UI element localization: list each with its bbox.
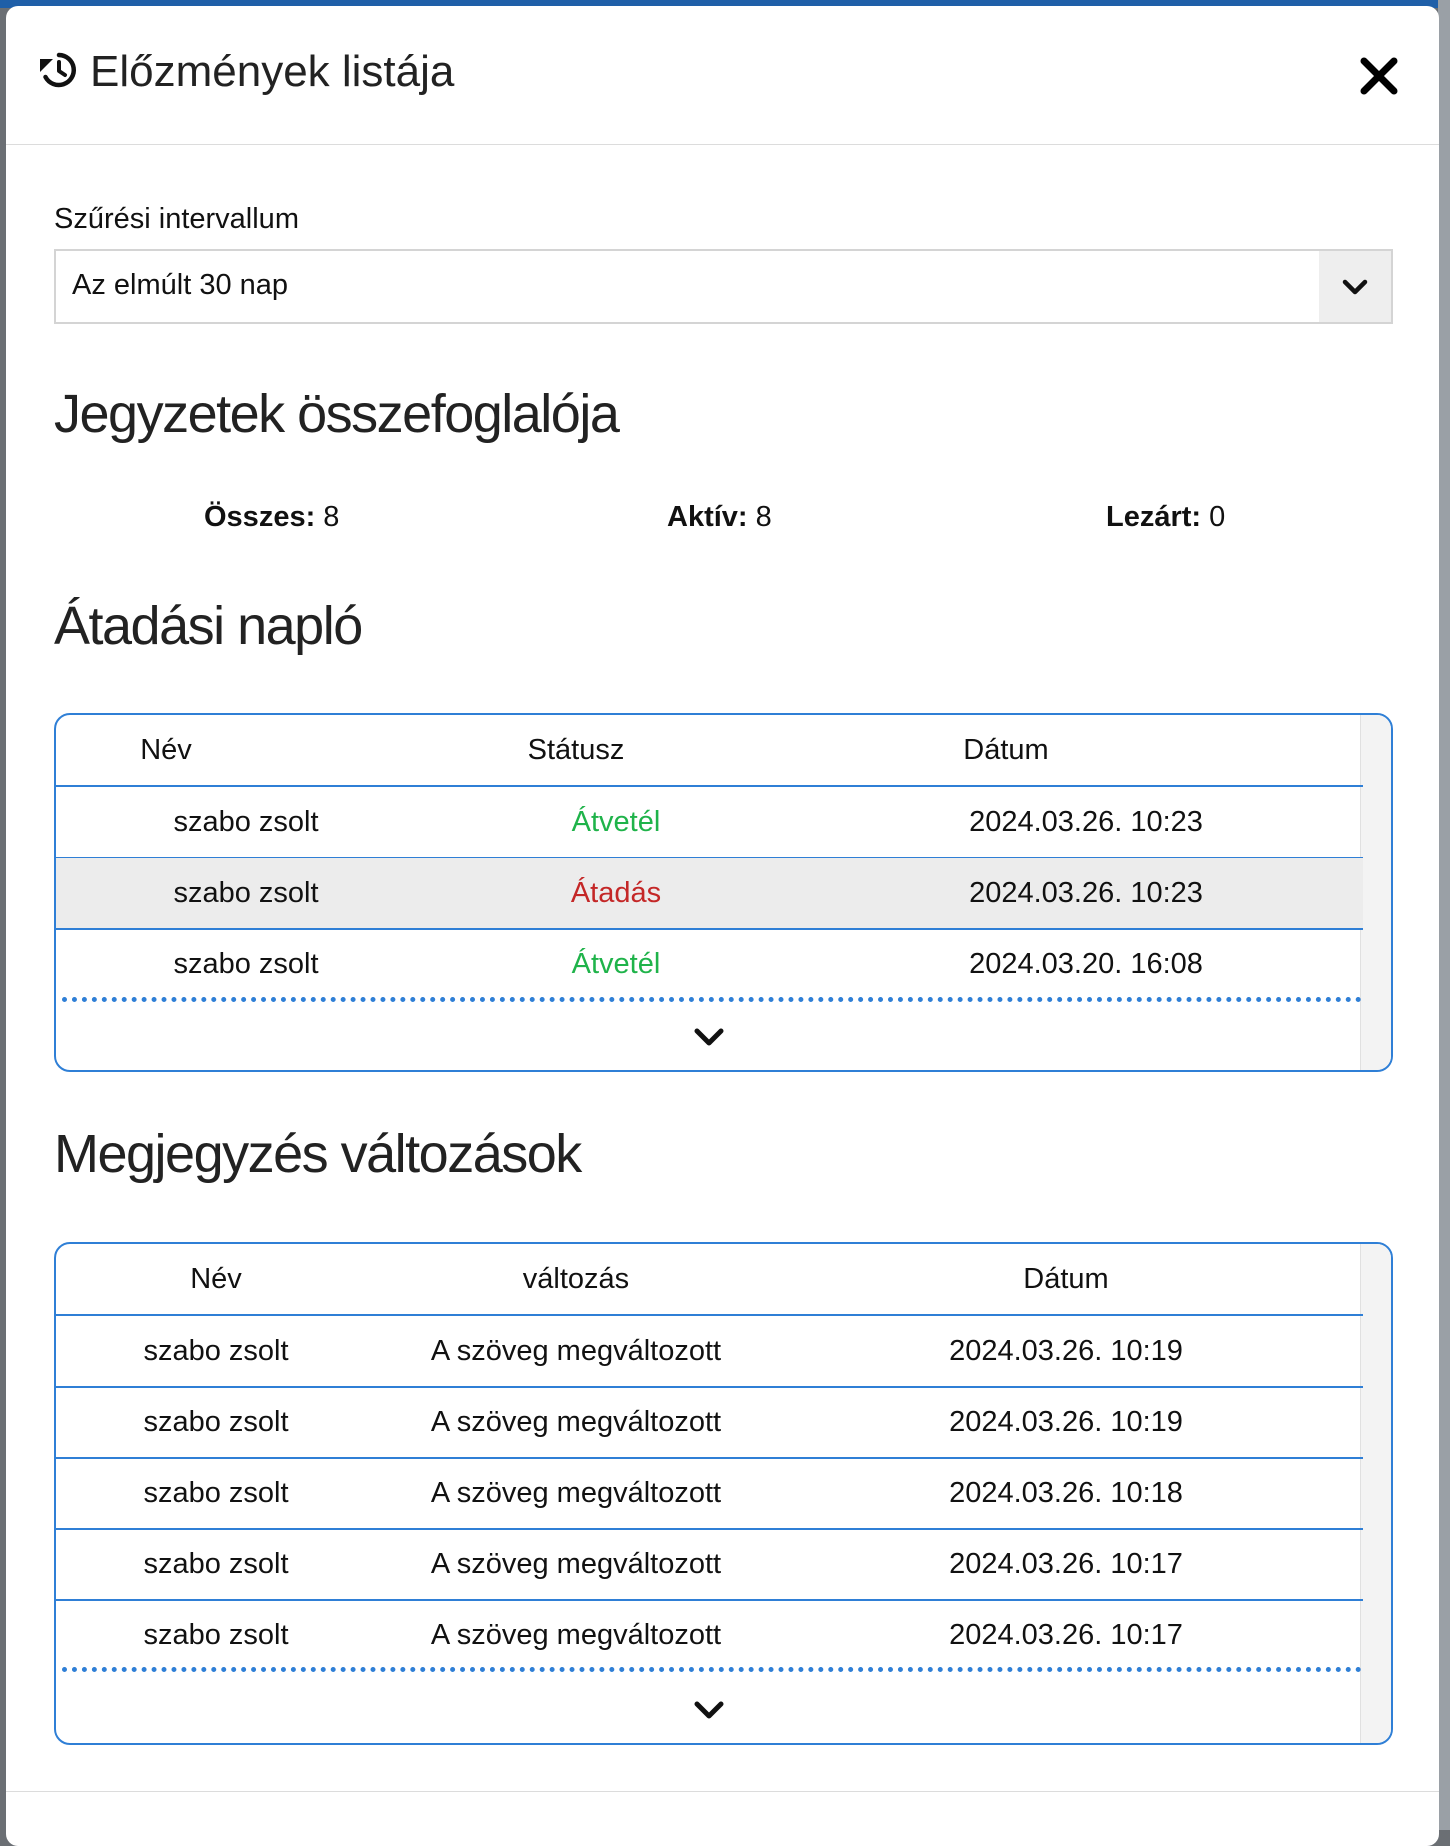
row-date: 2024.03.26. 10:23 — [969, 877, 1203, 909]
table-row[interactable] — [56, 858, 1363, 930]
dotted-divider — [62, 1667, 1362, 1672]
filter-label: Szűrési intervallum — [54, 203, 299, 235]
column-header-change[interactable]: változás — [522, 1263, 630, 1295]
changes-title: Megjegyzés változások — [54, 1124, 581, 1184]
stat-closed — [1106, 501, 1225, 534]
interval-select[interactable] — [54, 249, 1393, 324]
changes-scrollbar[interactable] — [1360, 1244, 1391, 1743]
row-name: szabo zsolt — [143, 1477, 289, 1509]
stat-total-label: Összes: — [204, 501, 316, 533]
handover-title: Átadási napló — [54, 596, 362, 656]
column-header-name[interactable]: Név — [140, 734, 192, 766]
handover-table — [54, 713, 1393, 1072]
row-date: 2024.03.26. 10:19 — [949, 1406, 1183, 1438]
dotted-divider — [62, 997, 1362, 1002]
stat-active — [667, 501, 772, 534]
row-name: szabo zsolt — [143, 1619, 289, 1651]
chevron-down-icon[interactable] — [692, 1699, 726, 1721]
table-row[interactable] — [56, 1458, 1363, 1530]
column-header-status[interactable]: Státusz — [527, 734, 625, 766]
table-row[interactable] — [56, 1529, 1363, 1601]
row-change: A szöveg megváltozott — [430, 1335, 722, 1367]
row-date: 2024.03.20. 16:08 — [969, 948, 1203, 980]
table-row[interactable] — [56, 929, 1363, 999]
column-header-name[interactable]: Név — [190, 1263, 242, 1295]
column-header-date[interactable]: Dátum — [1023, 1263, 1109, 1295]
select-arrow-button[interactable] — [1319, 251, 1391, 322]
history-icon — [39, 50, 79, 90]
chevron-down-icon — [1341, 278, 1369, 296]
modal-title: Előzmények listája — [90, 47, 455, 96]
summary-title: Jegyzetek összefoglalója — [54, 384, 619, 444]
row-name: szabo zsolt — [143, 1335, 289, 1367]
stat-total — [204, 501, 339, 534]
stat-active-label: Aktív: — [667, 501, 748, 533]
row-change: A szöveg megváltozott — [430, 1548, 722, 1580]
table-header-row — [56, 715, 1363, 787]
row-name: szabo zsolt — [173, 877, 319, 909]
column-header-date[interactable]: Dátum — [963, 734, 1049, 766]
row-date: 2024.03.26. 10:23 — [969, 806, 1203, 838]
interval-select-value: Az elmúlt 30 nap — [72, 269, 289, 301]
stat-closed-value: 0 — [1209, 501, 1226, 533]
changes-table — [54, 1242, 1393, 1745]
row-status: Átvetél — [571, 948, 661, 980]
row-name: szabo zsolt — [173, 948, 319, 980]
row-name: szabo zsolt — [173, 806, 319, 838]
row-date: 2024.03.26. 10:19 — [949, 1335, 1183, 1367]
table-row[interactable] — [56, 1387, 1363, 1459]
chevron-down-icon[interactable] — [692, 1026, 726, 1048]
table-row[interactable] — [56, 787, 1363, 859]
row-status: Átvetél — [571, 806, 661, 838]
row-name: szabo zsolt — [143, 1406, 289, 1438]
stat-closed-label: Lezárt: — [1106, 501, 1202, 533]
row-change: A szöveg megváltozott — [430, 1477, 722, 1509]
stat-total-value: 8 — [323, 501, 340, 533]
table-row[interactable] — [56, 1316, 1363, 1388]
background-page — [1438, 0, 1450, 1830]
handover-scrollbar[interactable] — [1360, 715, 1391, 1070]
row-status: Átadás — [570, 877, 662, 909]
row-date: 2024.03.26. 10:17 — [949, 1619, 1183, 1651]
modal-header — [6, 6, 1439, 145]
close-icon[interactable] — [1359, 56, 1399, 96]
table-row[interactable] — [56, 1600, 1363, 1670]
row-date: 2024.03.26. 10:18 — [949, 1477, 1183, 1509]
row-change: A szöveg megváltozott — [430, 1619, 722, 1651]
stat-active-value: 8 — [755, 501, 772, 533]
row-change: A szöveg megváltozott — [430, 1406, 722, 1438]
row-name: szabo zsolt — [143, 1548, 289, 1580]
table-header-row — [56, 1244, 1363, 1316]
modal-footer-divider — [6, 1791, 1439, 1792]
row-date: 2024.03.26. 10:17 — [949, 1548, 1183, 1580]
history-modal — [6, 6, 1439, 1846]
